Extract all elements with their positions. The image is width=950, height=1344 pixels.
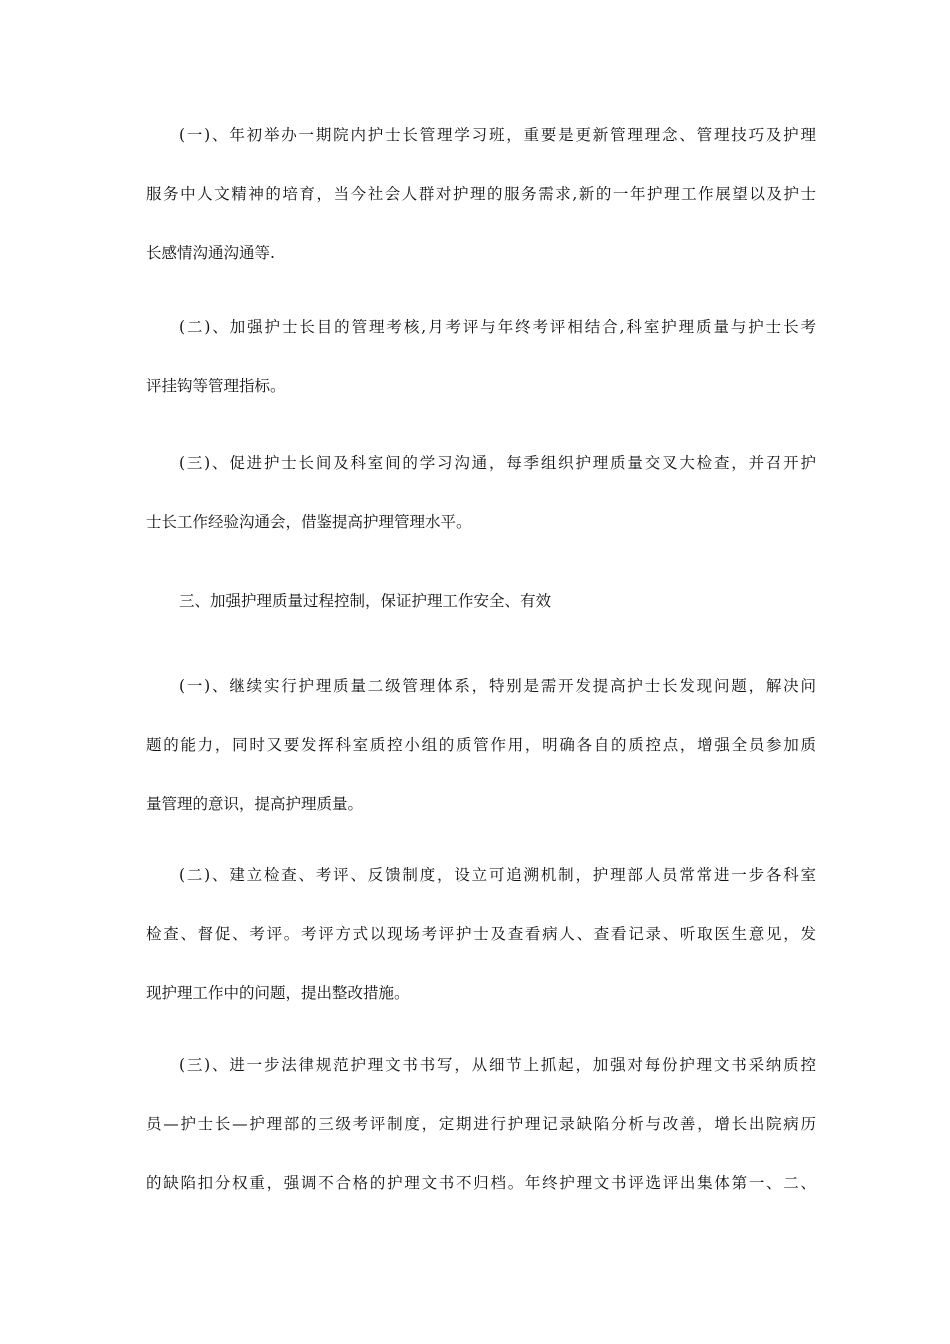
paragraph-line: (一)、继续实行护理质量二级管理体系，特别是需开发提高护士长发现问题，解决问	[179, 677, 816, 695]
paragraph-4	[146, 673, 816, 817]
paragraph-line: (三)、促进护士长间及科室间的学习沟通，每季组织护理质量交叉大检查，并召开护	[179, 454, 816, 472]
paragraph-line: 的缺陷扣分权重，强调不合格的护理文书不归档。年终护理文书评选评出集体第一、二、	[146, 1174, 816, 1192]
paragraph-5	[146, 862, 816, 1006]
paragraph-line: 员—护士长—护理部的三级考评制度，定期进行护理记录缺陷分析与改善，增长出院病历	[146, 1115, 816, 1133]
paragraph-2	[146, 314, 816, 399]
paragraph-line: 服务中人文精神的培育，当今社会人群对护理的服务需求,新的一年护理工作展望以及护士	[146, 185, 816, 203]
paragraph-3	[146, 450, 816, 535]
paragraph-line: (三)、进一步法律规范护理文书书写，从细节上抓起，加强对每份护理文书采纳质控	[179, 1056, 816, 1074]
paragraph-line: 长感情沟通沟通等.	[146, 244, 275, 262]
paragraph-line: (一)、年初举办一期院内护士长管理学习班，重要是更新管理理念、管理技巧及护理	[179, 126, 816, 144]
paragraph-line: (二)、建立检查、考评、反馈制度，设立可追溯机制，护理部人员常常进一步各科室	[179, 866, 816, 884]
paragraph-1	[146, 122, 816, 266]
paragraph-line: (二)、加强护士长目的管理考核,月考评与年终考评相结合,科室护理质量与护士长考	[179, 318, 816, 336]
paragraph-line: 现护理工作中的问题，提出整改措施。	[146, 984, 410, 1002]
paragraph-line: 题的能力，同时又要发挥科室质控小组的质管作用，明确各自的质控点，增强全员参加质	[146, 736, 816, 754]
paragraph-6	[146, 1052, 816, 1196]
section-heading-text: 三、加强护理质量过程控制，保证护理工作安全、有效	[179, 592, 552, 610]
paragraph-line: 士长工作经验沟通会，借鉴提高护理管理水平。	[146, 513, 472, 531]
section-heading	[146, 588, 816, 614]
paragraph-line: 量管理的意识，提高护理质量。	[146, 795, 364, 813]
paragraph-line: 检查、督促、考评。考评方式以现场考评护士及查看病人、查看记录、听取医生意见，发	[146, 925, 816, 943]
paragraph-line: 评挂钩等管理指标。	[146, 377, 286, 395]
